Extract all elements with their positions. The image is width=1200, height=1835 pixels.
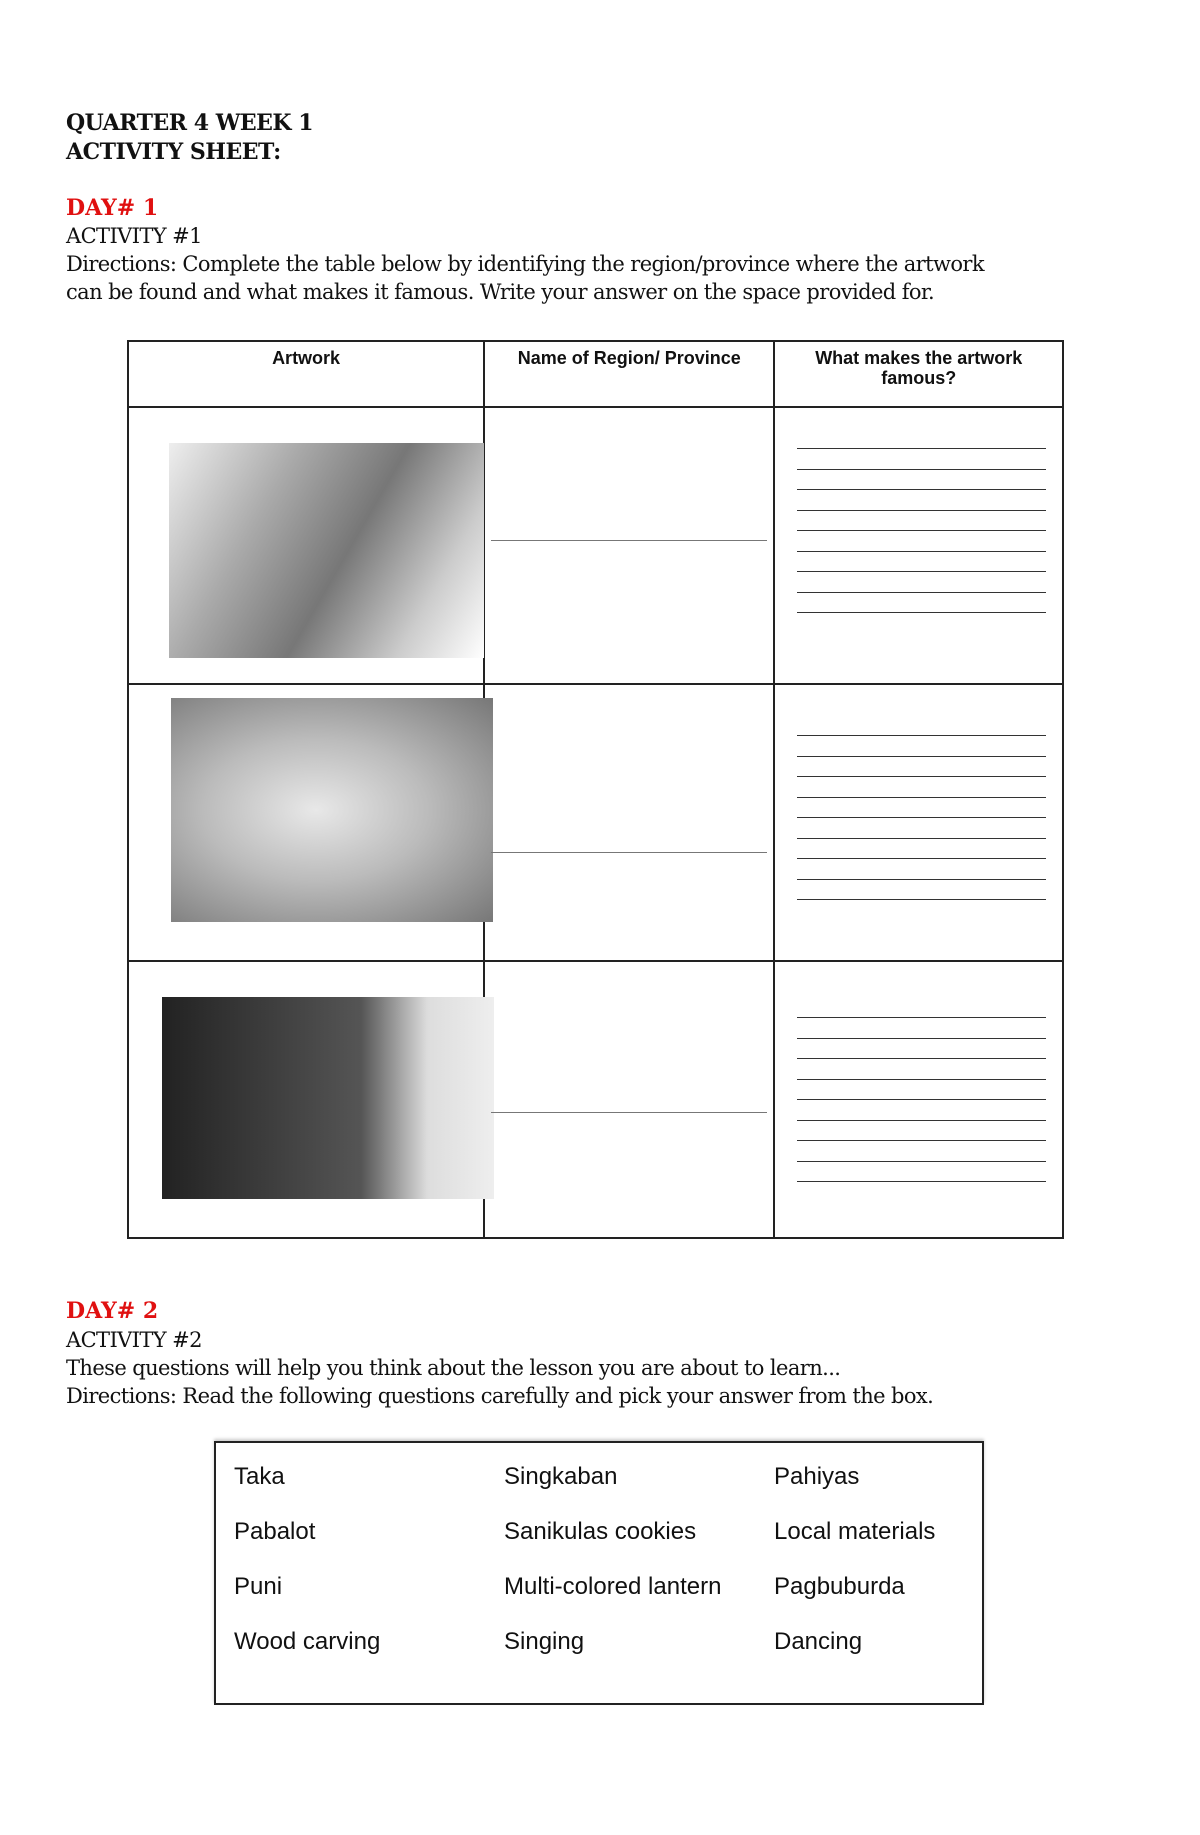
- answer-choice: Taka: [234, 1463, 285, 1490]
- answer-choice: Dancing: [774, 1628, 863, 1655]
- answer-writing-line: [797, 1017, 1046, 1018]
- answer-writing-line: [797, 735, 1046, 736]
- answer-writing-line: [797, 1161, 1046, 1162]
- answer-choice: Puni: [234, 1573, 283, 1600]
- answer-choice: Multi-colored lantern: [504, 1573, 722, 1600]
- answer-writing-line: [797, 1120, 1046, 1121]
- answer-writing-line: [797, 530, 1046, 531]
- answer-writing-line: [797, 592, 1046, 593]
- famous-answer-cell[interactable]: [775, 685, 1062, 960]
- region-answer-cell[interactable]: [485, 408, 773, 683]
- directions-day2: Directions: Read the following questions carefully and pick your answer from the box.: [66, 1384, 934, 1408]
- activity-sheet-title: ACTIVITY SHEET:: [66, 139, 281, 165]
- day1-label: DAY# 1: [66, 195, 159, 221]
- answer-writing-line: [797, 1181, 1046, 1182]
- header-famous: What makes the artwork famous?: [774, 341, 1063, 407]
- answer-writing-line: [797, 448, 1046, 449]
- answer-choice: Sanikulas cookies: [504, 1518, 697, 1545]
- artwork-cell: [129, 408, 483, 683]
- answer-writing-line: [797, 858, 1046, 859]
- activity1-label: ACTIVITY #1: [66, 224, 202, 248]
- answer-writing-line: [797, 510, 1046, 511]
- answer-writing-line: [797, 879, 1046, 880]
- answer-writing-line: [797, 551, 1046, 552]
- artwork-cell: [129, 685, 483, 960]
- header-artwork: Artwork: [128, 341, 484, 407]
- answer-choice: Pagbuburda: [774, 1573, 905, 1600]
- answer-writing-line: [797, 838, 1046, 839]
- artwork-table: [127, 340, 1064, 1239]
- answer-writing-line: [797, 797, 1046, 798]
- directions-line2: can be found and what makes it famous. Write your answer on the space provided for.: [66, 280, 935, 304]
- answer-writing-line: [797, 776, 1046, 777]
- answer-writing-line: [797, 489, 1046, 490]
- answer-choice: Singkaban: [504, 1463, 618, 1490]
- answer-choices-box: [214, 1441, 984, 1705]
- directions-line1: Directions: Complete the table below by identifying the region/province where the artwork: [66, 252, 984, 276]
- answer-writing-line: [797, 756, 1046, 757]
- intro-text: These questions will help you think about the lesson you are about to learn...: [66, 1356, 841, 1380]
- answer-choice: Pabalot: [234, 1518, 316, 1545]
- answer-choice: Local materials: [774, 1518, 936, 1545]
- famous-answer-cell[interactable]: [775, 962, 1062, 1237]
- famous-answer-cell[interactable]: [775, 408, 1062, 683]
- quarter-week-title: QUARTER 4 WEEK 1: [66, 110, 314, 136]
- answer-choice: Pahiyas: [774, 1463, 860, 1490]
- answer-writing-line: [797, 571, 1046, 572]
- lantern-parol-image: [162, 997, 494, 1199]
- day2-label: DAY# 2: [66, 1298, 159, 1324]
- pastillas-wrappers-image: [169, 443, 484, 658]
- header-region: Name of Region/ Province: [484, 341, 774, 407]
- artwork-cell: [129, 962, 483, 1237]
- answer-writing-line: [797, 1038, 1046, 1039]
- answer-writing-line: [797, 469, 1046, 470]
- activity2-label: ACTIVITY #2: [66, 1328, 202, 1352]
- answer-choice: Singing: [504, 1628, 585, 1655]
- answer-choice: Wood carving: [234, 1628, 381, 1655]
- region-answer-cell[interactable]: [485, 685, 773, 960]
- answer-writing-line: [797, 817, 1046, 818]
- answer-writing-line: [797, 1079, 1046, 1080]
- painted-carabao-figure-image: [171, 698, 493, 922]
- answer-writing-line: [797, 1058, 1046, 1059]
- answer-writing-line: [797, 899, 1046, 900]
- answer-writing-line: [797, 1099, 1046, 1100]
- region-answer-cell[interactable]: [485, 962, 773, 1237]
- answer-writing-line: [797, 612, 1046, 613]
- answer-writing-line: [797, 1140, 1046, 1141]
